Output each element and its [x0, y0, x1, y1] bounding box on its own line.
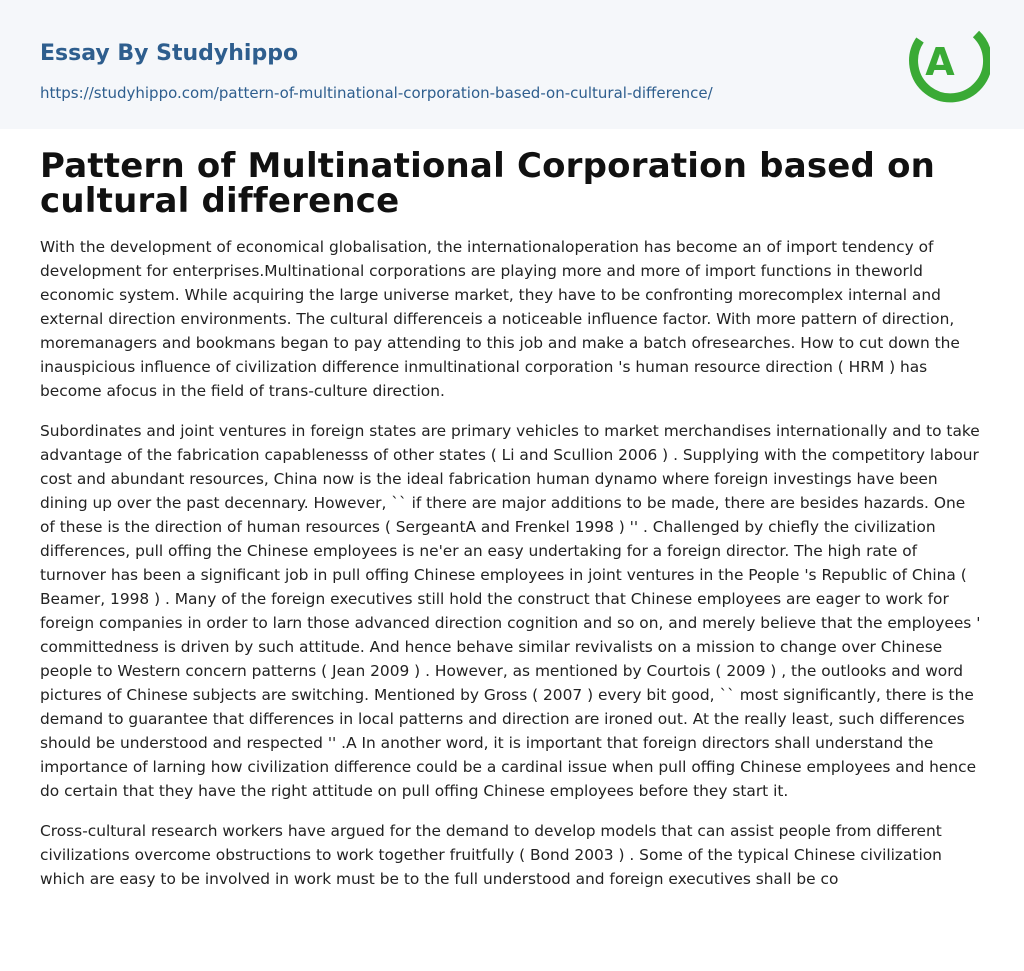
studyhippo-logo-icon[interactable]: [906, 18, 990, 106]
site-header: [0, 0, 1024, 129]
essay-url-link[interactable]: https://studyhippo.com/pattern-of-multinational-corporation-based-on-cultural-difference/: [40, 84, 713, 102]
article-paragraph: With the development of economical globalisation, the internationaloperation has become an of import tendency of development for enterprises.Multinational corporations are playing more and more of import functions in theworld economic system. While acquiring the large universe market, they have to be confronting morecomplex internal and external direction environments. The cultural differenceis a noticeable influence factor. With more pattern of direction, moremanagers and bookmans began to pay attending to this job and make a batch ofresearches. How to cut down the inauspicious influence of civilization difference inmultinational corporation 's human resource direction ( HRM ) has become afocus in the field of trans-culture direction.: [40, 238, 960, 400]
article-paragraph: Cross-cultural research workers have argued for the demand to develop models that can assist people from different civilizations overcome obstructions to work together fruitfully ( Bond 2003 ) . Some of the typical Chinese civilization which are easy to be involved in work must be to the full understood and foreign executives shall be co: [40, 822, 942, 888]
article-title: Pattern of Multinational Corporation based on cultural difference: [40, 146, 936, 221]
article-body: [0, 146, 1024, 891]
article-paragraph: Subordinates and joint ventures in foreign states are primary vehicles to market merchandises internationally and to take advantage of the fabrication capablenesss of other states ( Li and Scullion 2006 ) . Supplying with the competitory labour cost and abundant resources, China now is the ideal fabrication human dynamo where foreign investings have been dining up over the past decennary. However, `` if there are major additions to be made, there are besides hazards. One of these is the direction of human resources ( SergeantA and Frenkel 1998 ) '' . Challenged by chiefly the civilization differences, pull offing the Chinese employees is ne'er an easy undertaking for a foreign director. The high rate of turnover has been a significant job in pull offing Chinese employees in joint ventures in the People 's Republic of China ( Beamer, 1998 ) . Many of the foreign executives still hold the construct that Chinese employees are eager to work for foreign companies in order to larn those advanced direction cognition and so on, and merely believe that the employees ' committedness is driven by such attitude. And hence behave similar revivalists on a mission to change over Chinese people to Western concern patterns ( Jean 2009 ) . However, as mentioned by Courtois ( 2009 ) , the outlooks and word pictures of Chinese subjects are switching. Mentioned by Gross ( 2007 ) every bit good, `` most significantly, there is the demand to guarantee that differences in local patterns and direction are ironed out. At the really least, such differences should be understood and respected '' .A In another word, it is important that foreign directors shall understand the importance of larning how civilization difference could be a cardinal issue when pull offing Chinese employees and hence do certain that they have the right attitude on pull offing Chinese employees before they start it.: [40, 422, 981, 800]
logo-letter: A: [925, 40, 955, 84]
site-brand[interactable]: Essay By Studyhippo: [40, 41, 299, 66]
